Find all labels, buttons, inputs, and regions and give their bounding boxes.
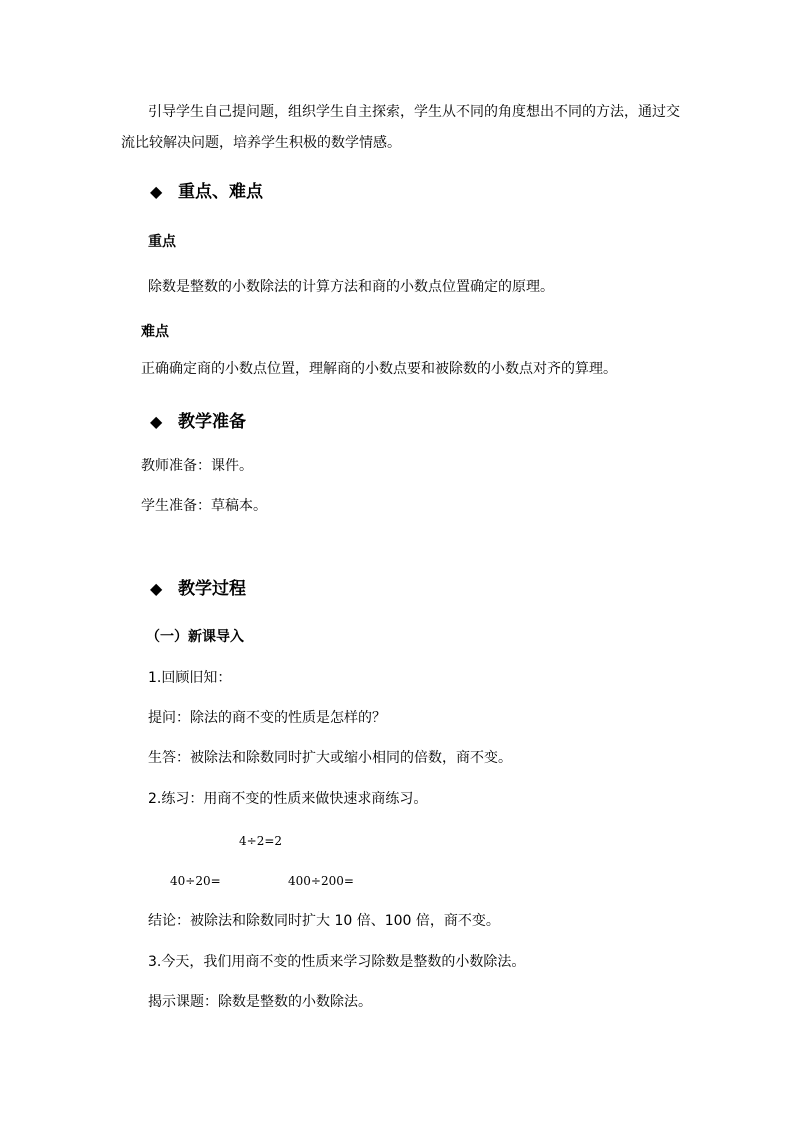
student-prep: 学生准备：草稿本。 bbox=[141, 498, 267, 514]
diamond-bullet-icon: ◆ bbox=[150, 579, 163, 598]
question-text: 提问：除法的商不变的性质是怎样的？ bbox=[148, 710, 386, 726]
intro-line-1: 引导学生自己提问题，组织学生自主探索，学生从不同的角度想出不同的方法，通过交 bbox=[148, 104, 680, 120]
teacher-prep: 教师准备：课件。 bbox=[141, 458, 253, 474]
diamond-bullet-icon: ◆ bbox=[150, 182, 163, 201]
section-title: 教学过程 bbox=[178, 579, 246, 599]
expression-1: 4÷2=2 bbox=[239, 834, 283, 848]
expression-3: 400÷200= bbox=[288, 874, 354, 888]
section-title: 教学准备 bbox=[178, 412, 246, 432]
difficulty-label: 难点 bbox=[141, 324, 169, 340]
item-today: 3.今天，我们用商不变的性质来学习除数是整数的小数除法。 bbox=[148, 954, 526, 970]
intro-line-2: 流比较解决问题，培养学生积极的数学情感。 bbox=[121, 135, 401, 151]
answer-text: 生答：被除法和除数同时扩大或缩小相同的倍数，商不变。 bbox=[148, 750, 512, 766]
item-practice: 2.练习：用商不变的性质来做快速求商练习。 bbox=[148, 791, 428, 807]
section-heading-process bbox=[150, 578, 246, 600]
section-heading-preparation bbox=[150, 411, 246, 433]
expression-2: 40÷20= bbox=[170, 874, 221, 888]
diamond-bullet-icon: ◆ bbox=[150, 412, 163, 431]
difficulty-text: 正确确定商的小数点位置，理解商的小数点要和被除数的小数点对齐的算理。 bbox=[141, 361, 617, 377]
section-title: 重点、难点 bbox=[178, 182, 263, 202]
key-text: 除数是整数的小数除法的计算方法和商的小数点位置确定的原理。 bbox=[148, 279, 554, 295]
subsection-new-lesson: （一）新课导入 bbox=[146, 629, 244, 645]
section-heading-key-points bbox=[150, 181, 263, 203]
item-review: 1.回顾旧知： bbox=[148, 670, 232, 686]
reveal-topic: 揭示课题：除数是整数的小数除法。 bbox=[148, 994, 372, 1010]
conclusion-text: 结论：被除法和除数同时扩大 10 倍、100 倍，商不变。 bbox=[148, 913, 500, 929]
key-label: 重点 bbox=[148, 234, 176, 250]
